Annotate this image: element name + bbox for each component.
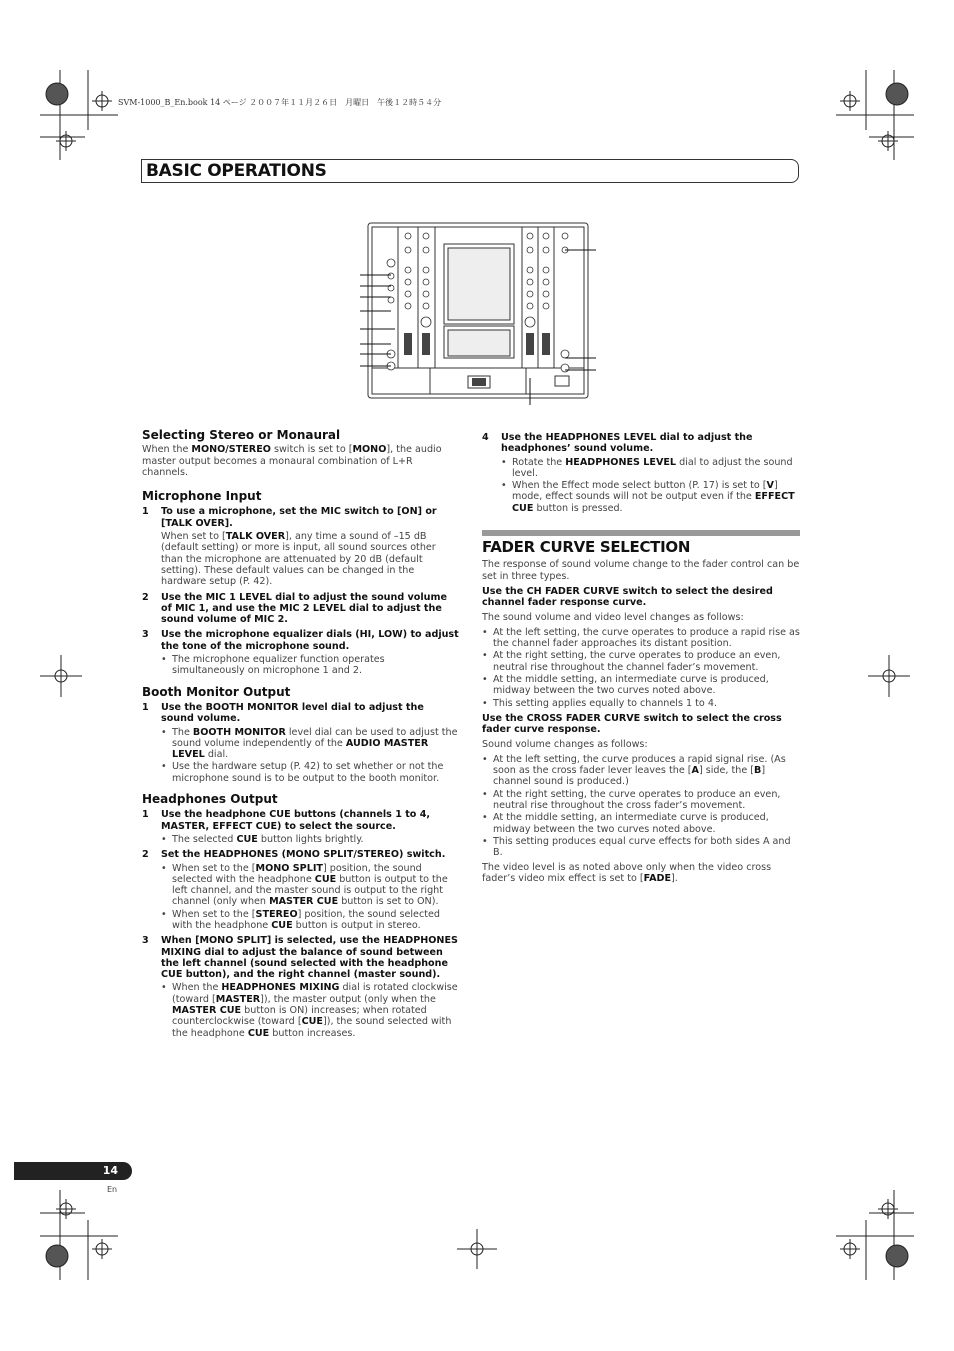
cf-bullet-4: • This setting produces equal curve effects for both sides A and B. [482,835,791,859]
language-code: En [107,1185,118,1194]
mic-heading: Microphone Input [142,489,262,504]
cf-bullet-3: • At the middle setting, an intermediate curve is produced, midway between the two curves noted above. [482,812,769,835]
book-header-line: SVM-1000_B_En.book 14 ページ ２００７年１１月２６日 月曜日 午後１２時５４分 [118,98,442,107]
hp-heading: Headphones Output [142,792,278,807]
ch-bullet-4: • This setting applies equally to channels 1 to 4. [482,697,717,709]
page-number-tab [14,1162,132,1180]
hp-step-2-bullet-1: • When set to the [MONO SPLIT] position, the sound selected with the headphone CUE button is output to the left channel, and the master sound is output to the right channel (only when MASTER CUE button is set to ON). [161,862,448,908]
video-note: The video level is as noted above only when the video cross fader’s video mix effect is set to [FADE]. [482,861,772,884]
cf-heading: Use the CROSS FADER CURVE switch to select the cross fader curve response. [482,712,782,736]
ch-fader-sub: The sound volume and video level changes as follows: [482,611,744,623]
hp-step-3: 3 When [MONO SPLIT] is selected, use the HEADPHONES MIXING dial to adjust the balance of sound between the left channel (sound selected with the headphone CUE button), and the right channel (master sound). [142,935,458,981]
page-title: BASIC OPERATIONS [146,161,327,181]
hp-step-2: 2 Set the HEADPHONES (MONO SPLIT/STEREO) switch. [142,849,446,861]
ch-bullet-1: • At the left setting, the curve operates to produce a rapid rise as the channel fader approaches its distant position. [482,626,800,650]
left-column [142,430,460,1040]
page-title-bar [141,159,799,183]
hp-step-1-bullet: • The selected CUE button lights brightly. [161,833,364,845]
fader-intro: The response of sound volume change to the fader control can be set in three types. [482,559,800,582]
ch-fader-heading: Use the CH FADER CURVE switch to select the desired channel fader response curve. [482,585,773,609]
hp-step-1: 1 Use the headphone CUE buttons (channels 1 to 4, MASTER, EFFECT CUE) to select the source. [142,809,431,832]
booth-bullet-1: • The BOOTH MONITOR level dial can be used to adjust the sound volume independently of the AUDIO MASTER LEVEL dial. [161,726,458,761]
booth-step-1: 1 Use the BOOTH MONITOR level dial to adjust the sound volume. [142,701,424,725]
hp-step-4: 4 Use the HEADPHONES LEVEL dial to adjust the headphones’ sound volume. [482,432,753,455]
cf-sub: Sound volume changes as follows: [482,738,648,750]
fader-heading: FADER CURVE SELECTION [482,538,691,557]
mixer-diagram [360,218,610,408]
hp-step-4-bullet-1: • Rotate the HEADPHONES LEVEL dial to adjust the sound level. [501,456,793,479]
booth-bullet-2: • Use the hardware setup (P. 42) to set whether or not the microphone sound is to be output to the booth monitor. [161,761,444,784]
hp-step-2-bullet-2: • When set to the [STEREO] position, the sound selected with the headphone CUE button is output in stereo. [161,908,440,931]
cf-bullet-2: • At the right setting, the curve operates to produce an even, neutral rise throughout the cross fader’s movement. [482,788,781,812]
hp-step-4-bullet-2: • When the Effect mode select button (P. 17) is set to [V] mode, effect sounds will not be output even if the EFFECT CUE button is pressed. [501,480,795,514]
mic-step-3-bullet: • The microphone equalizer function operates simultaneously on microphone 1 and 2. [161,654,385,677]
right-column [482,430,800,888]
section-divider [482,530,800,536]
stereo-heading: Selecting Stereo or Monaural [142,428,341,442]
page-number: 14 [102,1164,118,1177]
mic-step-1-note: When set to [TALK OVER], any time a sound of –15 dB (default setting) or more is input, all sound sources other than the microphone are attenuated by 20 dB (default setting). These default values can be changed in the hardware setup (P. 42). [161,531,436,588]
stereo-text: When the MONO/STEREO switch is set to [MONO], the audio master output becomes a monaural combination of L+R channels. [142,444,442,478]
cf-bullet-1: • At the left setting, the curve produces a rapid signal rise. (As soon as the cross fader lever leaves the [A] side, the [B] channel sound is produced.) [482,753,786,788]
hp-step-3-bullet: • When the HEADPHONES MIXING dial is rotated clockwise (toward [MASTER]), the master output (only when the MASTER CUE button is ON) increases; when rotated counterclockwise (toward [CUE]), the sound selected with the headphone CUE button increases. [161,982,458,1039]
booth-heading: Booth Monitor Output [142,684,291,699]
mic-step-3: 3 Use the microphone equalizer dials (HI, LOW) to adjust the tone of the microphone sound. [142,629,459,652]
ch-bullet-3: • At the middle setting, an intermediate curve is produced, midway between the two curves noted above. [482,674,769,697]
ch-bullet-2: • At the right setting, the curve operates to produce an even, neutral rise throughout the channel fader’s movement. [482,650,781,673]
mic-step-2: 2 Use the MIC 1 LEVEL dial to adjust the sound volume of MIC 1, and use the MIC 2 LEVEL dial to adjust the sound volume of MIC 2. [142,591,447,626]
mic-step-1: 1 To use a microphone, set the MIC switch to [ON] or [TALK OVER]. [142,506,437,529]
